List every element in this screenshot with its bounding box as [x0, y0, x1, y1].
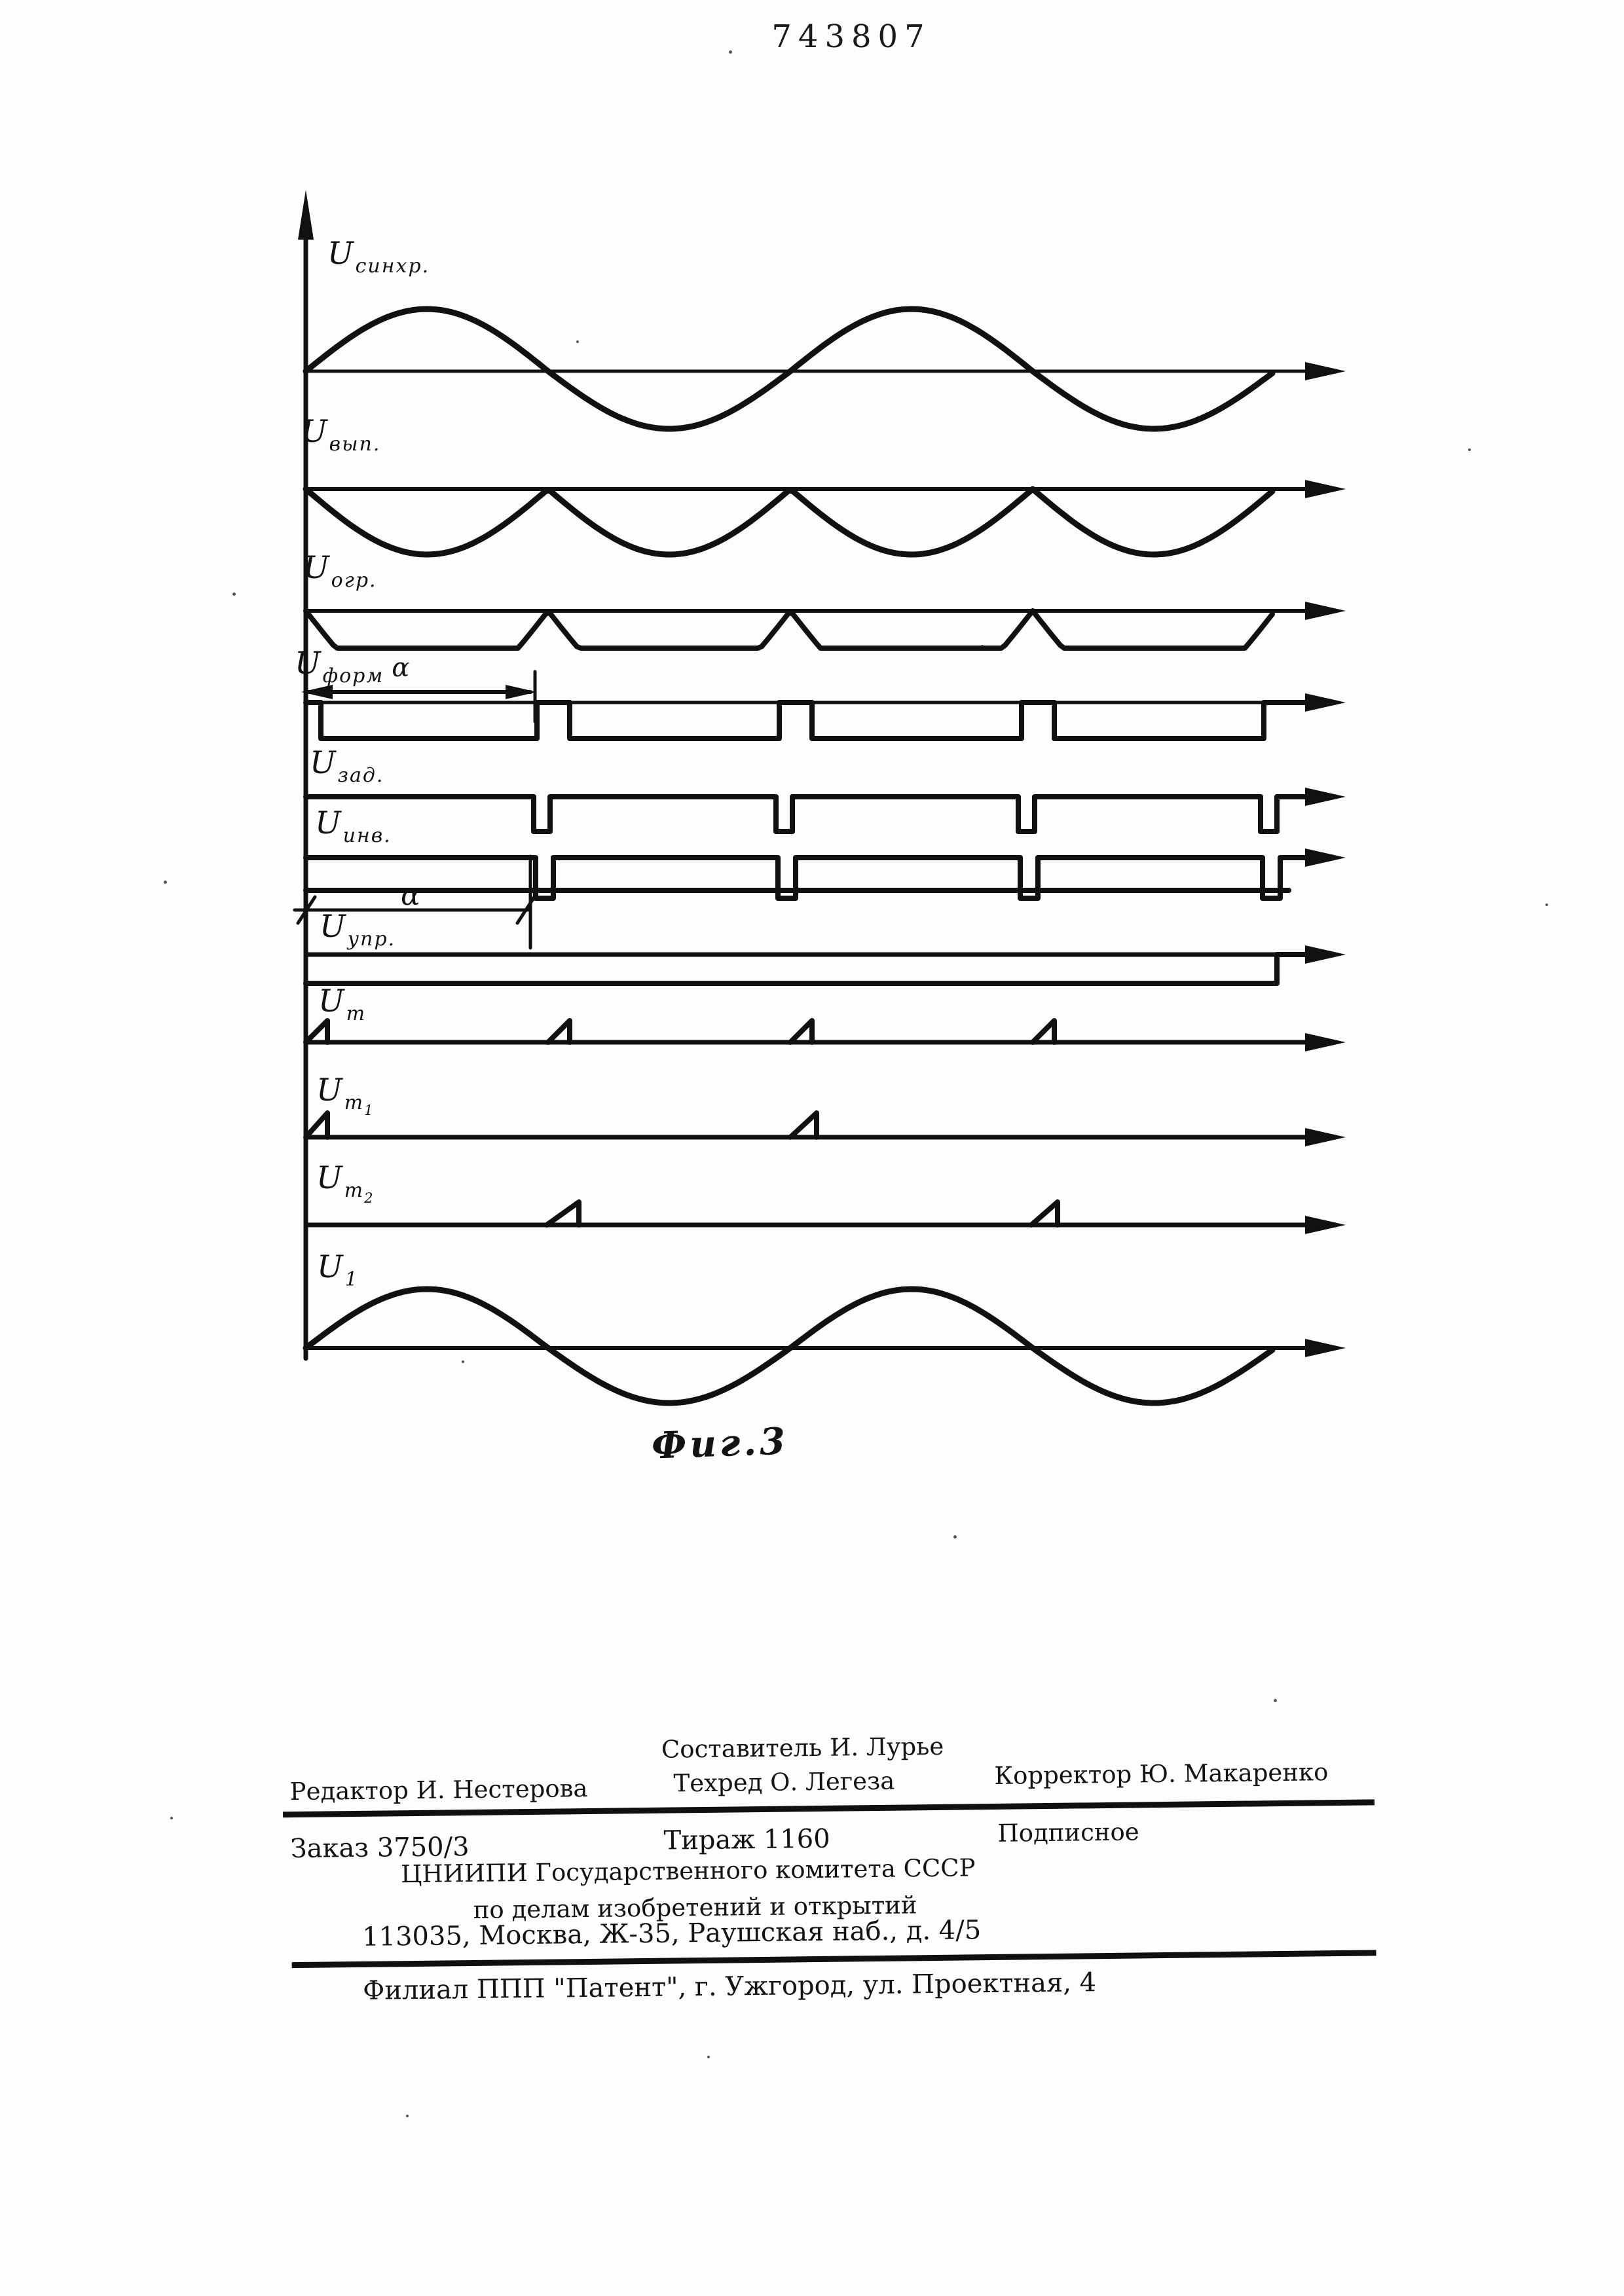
label-u-t1: Uт1	[316, 1072, 373, 1118]
figure-caption: Фиг.3	[650, 1419, 789, 1468]
scan-speck	[729, 50, 732, 54]
label-u-vyp: Uвып.	[301, 414, 381, 456]
scan-speck	[1468, 448, 1471, 451]
imprint-tirazh: Тираж 1160	[663, 1823, 830, 1856]
scan-speck	[707, 2056, 710, 2058]
imprint-org-line3: 113035, Москва, Ж-35, Раушская наб., д. 4/5	[361, 1915, 982, 1952]
label-u-1: U 1	[317, 1249, 359, 1291]
label-u-zad: Uзад.	[310, 745, 384, 787]
patent-number: 743807	[771, 18, 931, 55]
scan-speck	[170, 1817, 173, 1819]
imprint-corrector: Корректор Ю. Макаренко	[994, 1758, 1329, 1790]
label-u-t: Uт	[318, 983, 367, 1025]
label-u-ogr: Uогр.	[303, 550, 377, 592]
label-u-upr: Uупр.	[320, 909, 396, 951]
scan-speck	[953, 1535, 957, 1539]
scan-speck	[981, 645, 984, 647]
scan-speck	[576, 340, 579, 343]
scan-speck	[462, 1360, 464, 1363]
label-u-form-alpha: Uформ α	[295, 646, 410, 687]
label-u-t2: Uт2	[316, 1160, 373, 1206]
imprint-order: Заказ 3750/3	[290, 1832, 470, 1865]
imprint-compiler: Составитель И. Лурье	[661, 1732, 944, 1764]
imprint-techred: Техред О. Легеза	[673, 1766, 895, 1798]
imprint-editor: Редактор И. Нестерова	[289, 1774, 588, 1806]
imprint-filial: Филиал ППП "Патент", г. Ужгород, ул. Проектная, 4	[362, 1967, 1097, 2006]
imprint-org-line2: по делам изобретений и открытий	[473, 1891, 917, 1924]
scan-speck	[232, 592, 236, 596]
imprint-podpisnoe: Подписное	[997, 1817, 1139, 1848]
imprint-rule-bottom	[292, 1950, 1376, 1968]
label-u-inv: Uинв.	[315, 805, 392, 847]
scan-speck	[406, 2115, 409, 2117]
scan-speck	[1545, 903, 1548, 906]
scan-speck	[1274, 1699, 1277, 1702]
alpha-dimension-label: α	[401, 879, 420, 912]
imprint-org-line1: ЦНИИПИ Государственного комитета СССР	[400, 1853, 976, 1889]
scan-speck	[164, 881, 167, 884]
label-u-sinhr: Uсинхр.	[327, 236, 430, 278]
